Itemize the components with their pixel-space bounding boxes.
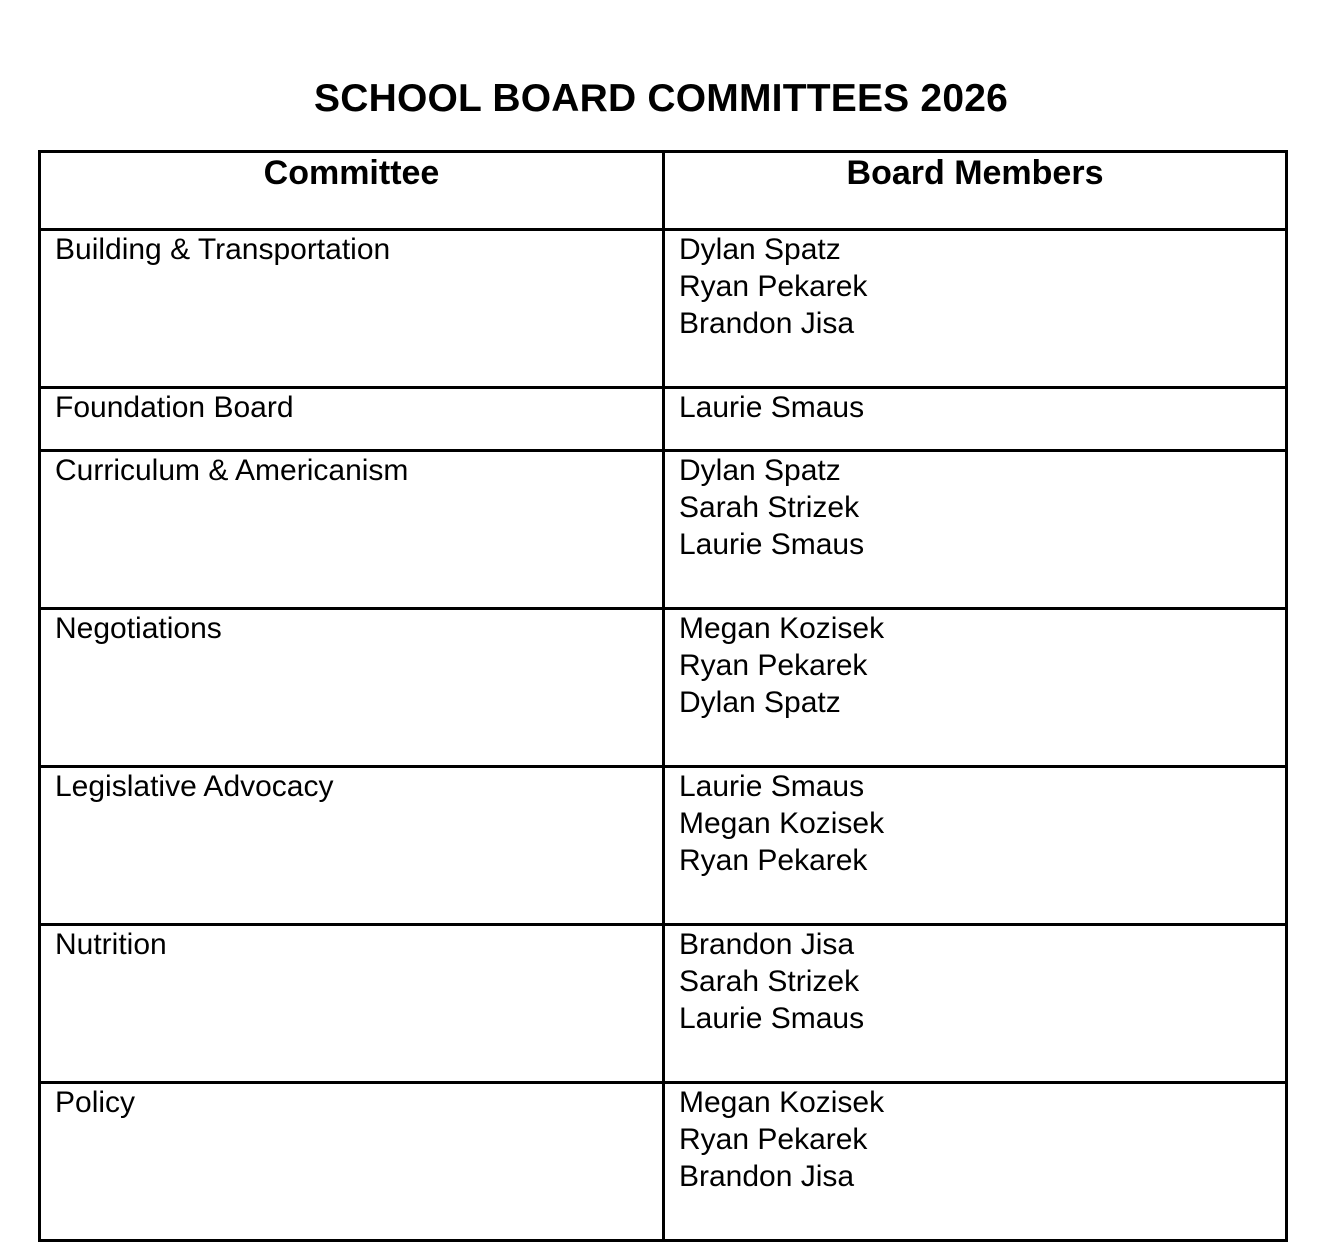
cell-board-members bbox=[664, 767, 1287, 925]
board-member-name: Ryan Pekarek bbox=[679, 270, 868, 303]
cell-board-members bbox=[664, 609, 1287, 767]
board-member-name: Dylan Spatz bbox=[679, 454, 841, 487]
cell-committee-name: Foundation Board bbox=[40, 388, 664, 451]
board-member-name: Sarah Strizek bbox=[679, 491, 860, 524]
cell-committee-name: Building & Transportation bbox=[40, 230, 664, 388]
board-member-name: Ryan Pekarek bbox=[679, 1123, 868, 1156]
table-header-row bbox=[40, 152, 1287, 230]
page-title: SCHOOL BOARD COMMITTEES 2026 bbox=[314, 77, 1008, 121]
board-member-name: Megan Kozisek bbox=[679, 1086, 885, 1119]
cell-committee-name: Nutrition bbox=[40, 925, 664, 1083]
cell-committee-name: Policy bbox=[40, 1083, 664, 1241]
cell-committee-name: Curriculum & Americanism bbox=[40, 451, 664, 609]
table-row bbox=[40, 609, 1287, 767]
cell-committee-name: Legislative Advocacy bbox=[40, 767, 664, 925]
column-header-board-members: Board Members bbox=[664, 152, 1287, 230]
board-member-name: Megan Kozisek bbox=[679, 612, 885, 645]
school-board-committees-table bbox=[38, 150, 1288, 1242]
board-member-name: Laurie Smaus bbox=[679, 391, 865, 424]
board-member-name: Laurie Smaus bbox=[679, 1002, 865, 1035]
column-header-committee: Committee bbox=[40, 152, 664, 230]
table-body bbox=[40, 230, 1287, 1241]
board-member-name: Sarah Strizek bbox=[679, 965, 860, 998]
board-member-name: Megan Kozisek bbox=[679, 807, 885, 840]
board-member-name: Ryan Pekarek bbox=[679, 649, 868, 682]
cell-board-members bbox=[664, 388, 1287, 451]
table-row bbox=[40, 767, 1287, 925]
board-member-name: Laurie Smaus bbox=[679, 770, 865, 803]
cell-board-members bbox=[664, 230, 1287, 388]
cell-committee-name: Negotiations bbox=[40, 609, 664, 767]
table-row bbox=[40, 925, 1287, 1083]
board-member-name: Dylan Spatz bbox=[679, 686, 841, 719]
table-row bbox=[40, 1083, 1287, 1241]
board-member-name: Dylan Spatz bbox=[679, 233, 841, 266]
board-member-name: Brandon Jisa bbox=[679, 307, 855, 340]
board-member-name: Brandon Jisa bbox=[679, 928, 855, 961]
table-header bbox=[40, 152, 1287, 230]
table-row bbox=[40, 451, 1287, 609]
board-member-name: Brandon Jisa bbox=[679, 1160, 855, 1193]
table-row bbox=[40, 388, 1287, 451]
board-member-name: Ryan Pekarek bbox=[679, 844, 868, 877]
table-row bbox=[40, 230, 1287, 388]
cell-board-members bbox=[664, 925, 1287, 1083]
cell-board-members bbox=[664, 451, 1287, 609]
cell-board-members bbox=[664, 1083, 1287, 1241]
board-member-name: Laurie Smaus bbox=[679, 528, 865, 561]
